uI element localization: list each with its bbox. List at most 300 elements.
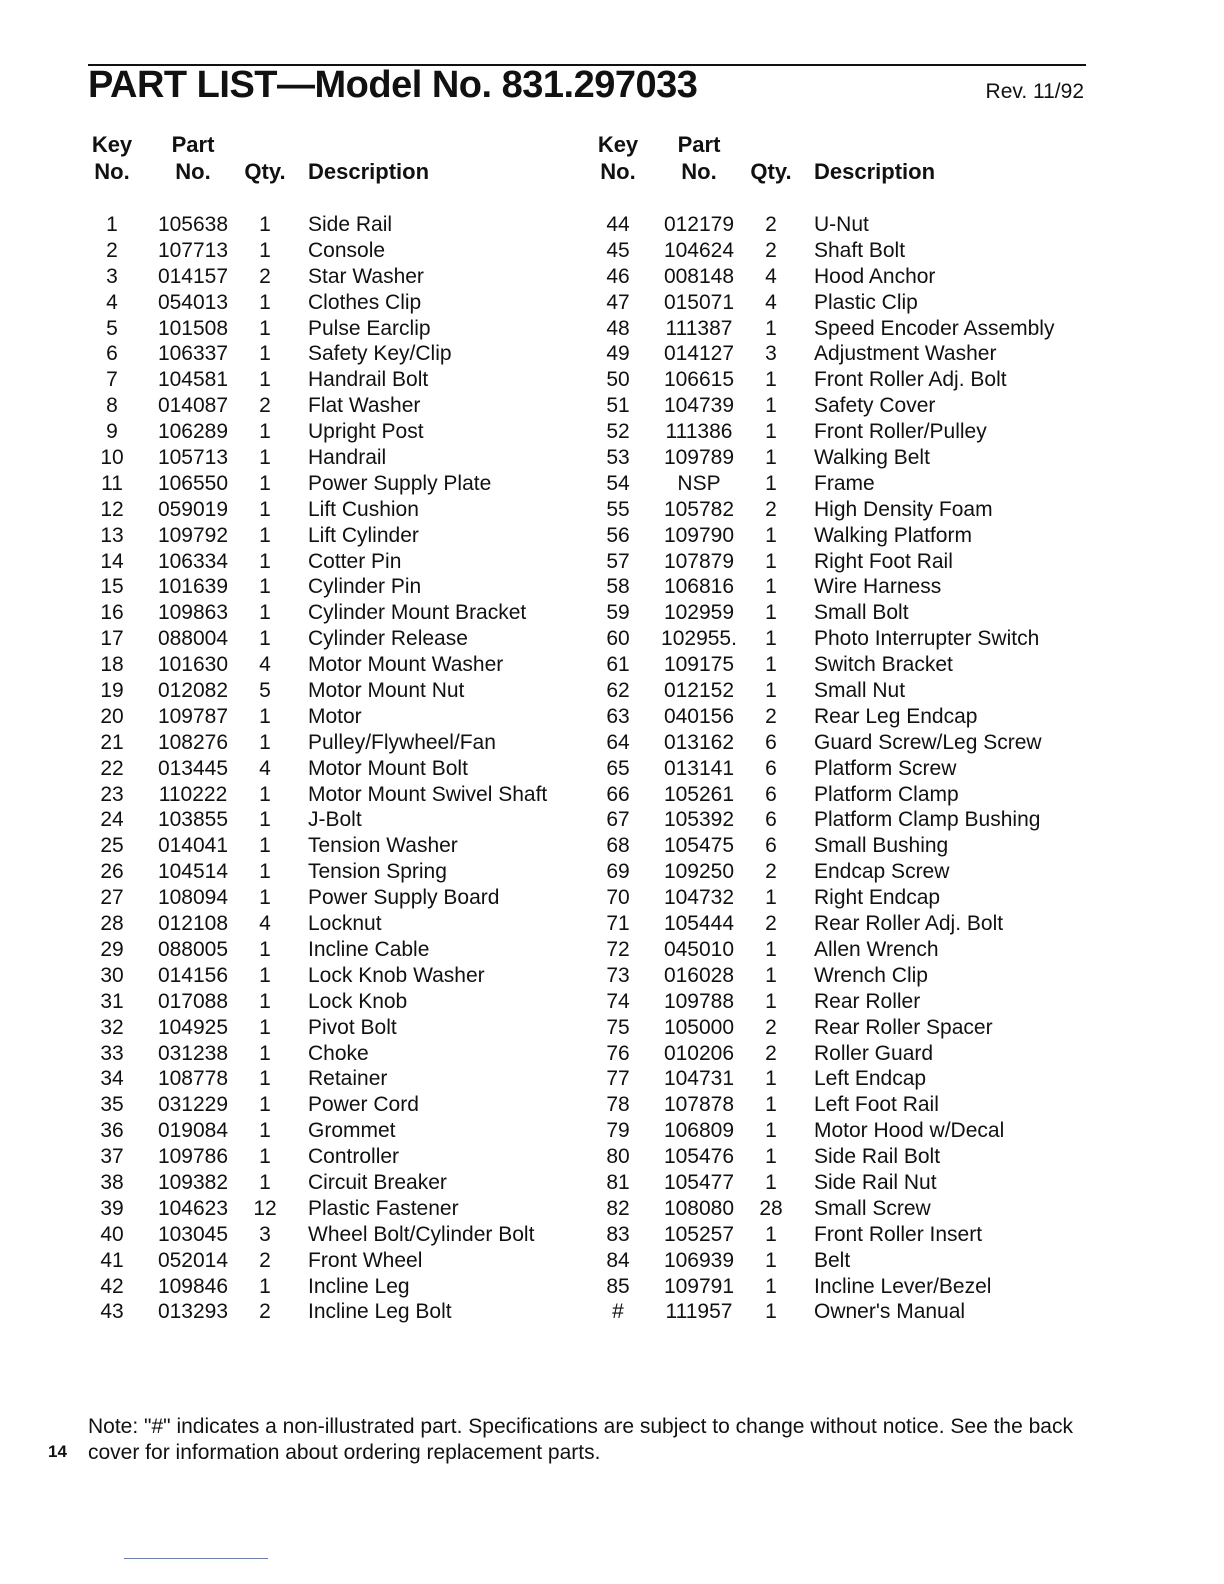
quantity: 4 [259,756,271,780]
part-number: 109791 [663,1274,735,1298]
part-number: 109788 [663,989,735,1013]
part-number: 106334 [157,549,229,573]
description: Plastic Clip [814,290,918,314]
part-number: 015071 [663,290,735,314]
part-number: 105638 [157,213,229,236]
key-number: 49 [606,342,630,366]
part-number: 088005 [157,937,229,961]
description: Adjustment Washer [814,342,997,366]
part-number: 106289 [157,420,229,444]
quantity: 1 [259,316,271,340]
part-number: 031238 [157,1041,229,1065]
description: Grommet [308,1119,396,1143]
part-number: 105392 [663,808,735,832]
quantity: 1 [765,549,777,573]
page-title: PART LIST—Model No. 831.297033 [88,64,698,106]
description: Shaft Bolt [814,238,906,262]
part-number: 103045 [157,1222,229,1246]
quantity: 6 [765,782,777,806]
key-number: 85 [606,1274,630,1298]
quantity: 1 [765,1248,777,1272]
part-number: 109786 [157,1145,229,1169]
description: Incline Cable [308,937,430,961]
description: Incline Leg [308,1274,410,1298]
part-number: 106615 [663,368,735,392]
quantity: 4 [765,264,777,288]
key-number: 50 [606,368,630,392]
description: Motor [308,704,362,728]
quantity: 2 [765,1041,777,1065]
quantity: 1 [259,446,271,470]
part-number: 012108 [157,912,229,936]
part-number: 105000 [663,1015,735,1039]
quantity: 1 [765,575,777,599]
quantity: 1 [259,1015,271,1039]
key-number: 75 [606,1015,630,1039]
part-number: 107879 [663,549,735,573]
description: Rear Roller [814,989,921,1013]
part-number: 104514 [157,860,229,884]
part-number: 059019 [157,497,229,521]
key-number: 51 [606,394,630,418]
description: Rear Leg Endcap [814,704,978,728]
description: Speed Encoder Assembly [814,316,1055,340]
description: Lift Cushion [308,497,419,521]
part-number: 109382 [157,1170,229,1194]
part-number: 110222 [158,782,228,806]
quantity: 2 [765,497,777,521]
key-number: 74 [606,989,630,1013]
header-qty: Qty. [750,159,792,184]
part-number: 107713 [157,238,229,262]
quantity: 1 [259,575,271,599]
description: Walking Belt [814,446,930,470]
key-number: 84 [606,1248,630,1272]
part-number: 013445 [157,756,229,780]
description: Cotter Pin [308,549,402,573]
description: Motor Mount Nut [308,679,465,703]
key-number: 57 [606,549,630,573]
key-number: 30 [100,963,124,987]
quantity: 1 [259,1145,271,1169]
quantity: 1 [259,1067,271,1091]
part-number: 014157 [157,264,229,288]
description: Frame [814,471,875,495]
description: Front Roller/Pulley [814,420,987,444]
part-number: 014087 [157,394,229,418]
part-number: 012152 [663,679,735,703]
quantity: 1 [765,1274,777,1298]
quantity: 1 [259,963,271,987]
part-number: 010206 [663,1041,735,1065]
part-number: 108276 [157,730,229,754]
key-number: 14 [100,549,124,573]
description: Motor Mount Washer [308,653,504,677]
part-number: 105444 [663,912,735,936]
description: Guard Screw/Leg Screw [814,730,1042,754]
header-key-line2: No. [94,159,130,184]
description: Motor Hood w/Decal [814,1119,1005,1143]
quantity: 1 [259,368,271,392]
quantity: 1 [259,808,271,832]
part-number: 104732 [663,886,735,910]
description: Small Bolt [814,601,909,625]
part-number: 108080 [663,1196,735,1220]
part-number: NSP [677,471,721,495]
quantity: 1 [765,963,777,987]
description: Cylinder Pin [308,575,422,599]
part-number: 109863 [157,601,229,625]
part-number: 105713 [157,446,229,470]
part-number: 103855 [157,808,229,832]
key-number: 45 [606,238,630,262]
part-number: 102959 [663,601,735,625]
key-number: # [612,1300,624,1324]
part-number: 013162 [663,730,735,754]
quantity: 1 [765,1300,777,1324]
key-number: 47 [606,290,630,314]
part-number: 101508 [157,316,229,340]
quantity: 4 [259,912,271,936]
quantity: 1 [765,1093,777,1117]
quantity: 1 [259,1170,271,1194]
key-number: 62 [606,679,630,703]
key-number: 23 [100,782,124,806]
quantity: 1 [765,446,777,470]
quantity: 6 [765,834,777,858]
quantity: 4 [259,653,271,677]
bottom-rule [124,1558,268,1559]
description: Front Wheel [308,1248,423,1272]
key-number: 17 [100,627,124,651]
part-number: 105782 [663,497,735,521]
description: Pivot Bolt [308,1015,397,1039]
description: Safety Cover [814,394,936,418]
quantity: 1 [259,860,271,884]
key-number: 39 [100,1196,124,1220]
quantity: 1 [765,394,777,418]
description: Side Rail [308,213,393,236]
part-number: 109787 [157,704,229,728]
description: Right Foot Rail [814,549,953,573]
quantity: 1 [765,601,777,625]
part-number: 017088 [157,989,229,1013]
key-number: 29 [100,937,124,961]
header-key-line2: No. [600,159,636,184]
key-number: 56 [606,523,630,547]
key-number: 21 [100,730,124,754]
quantity: 1 [259,471,271,495]
part-number: 014127 [663,342,735,366]
description: Circuit Breaker [308,1170,447,1194]
description: Small Screw [814,1196,931,1220]
quantity: 5 [259,679,271,703]
part-number: 012179 [663,213,735,236]
description: Side Rail Nut [814,1170,937,1194]
part-number: 016028 [663,963,735,987]
part-number: 108778 [157,1067,229,1091]
part-number: 013141 [663,756,735,780]
key-number: 70 [606,886,630,910]
part-number: 107878 [663,1093,735,1117]
part-number: 106809 [663,1119,735,1143]
description: Tension Washer [308,834,458,858]
key-number: 71 [606,912,630,936]
part-number: 111386 [665,420,733,444]
key-number: 28 [100,912,124,936]
part-number: 014156 [157,963,229,987]
description: Flat Washer [308,394,421,418]
key-number: 8 [106,394,118,418]
quantity: 1 [765,316,777,340]
quantity: 1 [765,886,777,910]
quantity: 2 [765,912,777,936]
quantity: 1 [259,497,271,521]
description: Power Cord [308,1093,419,1117]
page-number: 14 [48,1442,67,1461]
part-number: 105261 [663,782,735,806]
quantity: 6 [765,808,777,832]
description: Rear Roller Adj. Bolt [814,912,1004,936]
key-number: 48 [606,316,630,340]
quantity: 28 [759,1196,783,1220]
key-number: 43 [100,1300,124,1324]
part-number: 105476 [663,1145,735,1169]
quantity: 1 [765,627,777,651]
key-number: 81 [606,1170,630,1194]
quantity: 1 [765,989,777,1013]
description: Motor Mount Bolt [308,756,468,780]
description: Small Bushing [814,834,949,858]
key-number: 68 [606,834,630,858]
description: Platform Clamp [814,782,959,806]
quantity: 1 [259,989,271,1013]
part-number: 109846 [157,1274,229,1298]
part-number: 104731 [663,1067,735,1091]
description: Small Nut [814,679,906,703]
description: Belt [814,1248,851,1272]
description: Platform Clamp Bushing [814,808,1041,832]
part-number: 104739 [663,394,735,418]
description: Incline Lever/Bezel [814,1274,992,1298]
key-number: 83 [606,1222,630,1246]
quantity: 1 [765,1170,777,1194]
key-number: 72 [606,937,630,961]
part-number: 104581 [157,368,229,392]
key-number: 54 [606,471,630,495]
quantity: 2 [765,238,777,262]
header-key-line1: Key [91,132,133,157]
part-number: 040156 [663,704,735,728]
header-part-line1: Part [171,132,215,157]
quantity: 1 [259,601,271,625]
key-number: 32 [100,1015,124,1039]
footer-note: Note: "#" indicates a non-illustrated part. Specifications are subject to change without notice. See the back cover for information about ordering replacement parts. [88,1415,1073,1464]
part-number: 106337 [157,342,229,366]
quantity: 6 [765,730,777,754]
key-number: 3 [106,264,118,288]
description: Wrench Clip [814,963,928,987]
quantity: 1 [259,730,271,754]
part-number: 109250 [663,860,735,884]
quantity: 2 [259,394,271,418]
quantity: 1 [259,1119,271,1143]
description: Side Rail Bolt [814,1145,941,1169]
description: Power Supply Board [308,886,500,910]
description: Plastic Fastener [308,1196,459,1220]
description: Handrail Bolt [308,368,429,392]
key-number: 13 [100,523,124,547]
header-description: Description [308,159,430,184]
description: Upright Post [308,420,424,444]
key-number: 6 [106,342,118,366]
key-number: 44 [606,213,630,236]
quantity: 1 [259,1274,271,1298]
description: J-Bolt [308,808,362,832]
part-number: 012082 [157,679,229,703]
part-number: 101630 [157,653,229,677]
part-number: 111387 [665,316,733,340]
part-number: 088004 [157,627,229,651]
description: Photo Interrupter Switch [814,627,1040,651]
key-number: 26 [100,860,124,884]
key-number: 5 [106,316,118,340]
header-part-line2: No. [681,159,717,184]
part-number: 031229 [157,1093,229,1117]
part-number: 109792 [157,523,229,547]
part-number: 104624 [663,238,735,262]
part-number: 019084 [157,1119,229,1143]
key-number: 16 [100,601,124,625]
key-number: 25 [100,834,124,858]
quantity: 2 [765,704,777,728]
part-number: 109789 [663,446,735,470]
key-number: 33 [100,1041,124,1065]
description: Choke [308,1041,369,1065]
description: Pulley/Flywheel/Fan [308,730,496,754]
quantity: 4 [765,290,777,314]
quantity: 1 [259,1041,271,1065]
description: Owner's Manual [814,1300,966,1324]
key-number: 82 [606,1196,630,1220]
key-number: 53 [606,446,630,470]
part-number: 106816 [663,575,735,599]
key-number: 79 [606,1119,630,1143]
quantity: 1 [259,523,271,547]
quantity: 1 [765,1222,777,1246]
description: Cylinder Mount Bracket [308,601,527,625]
description: Incline Leg Bolt [308,1300,452,1324]
key-number: 11 [101,471,123,495]
key-number: 2 [106,238,118,262]
header-part-line2: No. [175,159,211,184]
key-number: 9 [106,420,118,444]
quantity: 1 [259,238,271,262]
key-number: 67 [606,808,630,832]
key-number: 69 [606,860,630,884]
part-number: 045010 [663,937,735,961]
key-number: 78 [606,1093,630,1117]
quantity: 1 [259,213,271,236]
quantity: 6 [765,756,777,780]
key-number: 60 [606,627,630,651]
description: Wheel Bolt/Cylinder Bolt [308,1222,535,1246]
description: Walking Platform [814,523,972,547]
key-number: 42 [100,1274,124,1298]
part-number: 013293 [157,1300,229,1324]
key-number: 18 [100,653,124,677]
header-part-line1: Part [677,132,721,157]
quantity: 2 [259,1300,271,1324]
quantity: 3 [259,1222,271,1246]
key-number: 55 [606,497,630,521]
key-number: 1 [106,213,118,236]
part-number: 109175 [663,653,735,677]
quantity: 1 [765,937,777,961]
key-number: 38 [100,1170,124,1194]
description: Wire Harness [814,575,942,599]
description: Pulse Earclip [308,316,431,340]
part-number: 109790 [663,523,735,547]
description: Left Endcap [814,1067,927,1091]
part-number: 054013 [157,290,229,314]
key-number: 40 [100,1222,124,1246]
key-number: 59 [606,601,630,625]
description: Controller [308,1145,400,1169]
part-number: 105477 [663,1170,735,1194]
key-number: 36 [100,1119,124,1143]
description: Right Endcap [814,886,941,910]
description: Front Roller Adj. Bolt [814,368,1007,392]
quantity: 12 [253,1196,277,1220]
description: Handrail [308,446,387,470]
quantity: 1 [259,549,271,573]
key-number: 66 [606,782,630,806]
key-number: 76 [606,1041,630,1065]
part-number: 105475 [663,834,735,858]
description: Allen Wrench [814,937,939,961]
quantity: 1 [259,704,271,728]
part-number: 106939 [663,1248,735,1272]
key-number: 58 [606,575,630,599]
part-number: 008148 [663,264,735,288]
description: Rear Roller Spacer [814,1015,993,1039]
key-number: 37 [100,1145,124,1169]
key-number: 80 [606,1145,630,1169]
key-number: 65 [606,756,630,780]
quantity: 1 [259,342,271,366]
quantity: 2 [765,1015,777,1039]
part-number: 104925 [157,1015,229,1039]
key-number: 7 [106,368,118,392]
quantity: 1 [259,627,271,651]
key-number: 22 [100,756,124,780]
description: Tension Spring [308,860,447,884]
description: Left Foot Rail [814,1093,939,1117]
key-number: 15 [100,575,124,599]
part-number: 014041 [157,834,229,858]
part-number: 104623 [157,1196,229,1220]
key-number: 20 [100,704,124,728]
quantity: 1 [259,420,271,444]
part-number: 108094 [157,886,229,910]
key-number: 10 [100,446,124,470]
quantity: 1 [259,290,271,314]
key-number: 46 [606,264,630,288]
quantity: 1 [259,782,271,806]
quantity: 1 [259,834,271,858]
description: Lock Knob [308,989,408,1013]
